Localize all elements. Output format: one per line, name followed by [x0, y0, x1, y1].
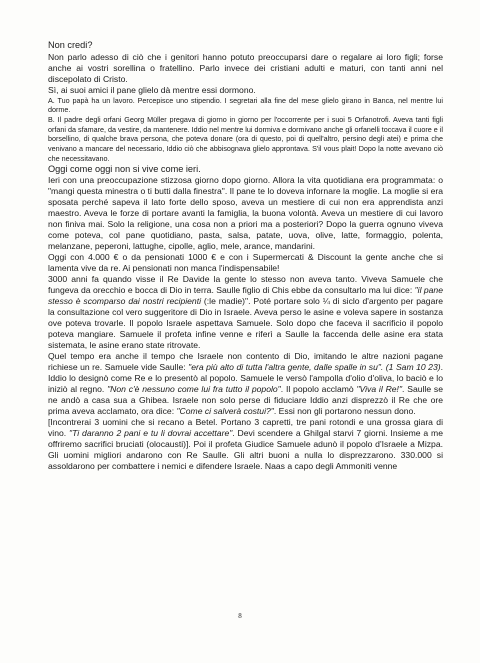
text-run: A. Tuo papà ha un lavoro. Percepisce uno stipendio. I segretari alla fine del mese glielo girano in Banca, nel mentre lui dorme.	[48, 95, 443, 115]
quote-text: "il pane stesso è scomparso dai nostri recipienti	[48, 285, 443, 307]
text-run: B. Il padre degli orfani Georg Müller pregava di giorno in giorno per l'occorrente per i suoi 5 Orfanotrofi. Aveva tanti figli orfani da sfamare, da vestire, da mantenere. Iddio nel mentre lui dormiva e dormivano anche gli orfanelli toccava il cuore e il borsellino, di qualche brava persona, che poteva donare (ora di questo, poi di quell'altro, persino degli atei) e prima che venivano a mancare del necessario, Iddio ciò che abbisognava glielo approntava. S'il vous plait! Dopo la notte avevano ciò che necessitavano.	[48, 115, 443, 163]
text-run: . Saulle se ne andò a casa sua a Ghibea. Israele non solo perse di fiduciare Iddio anzi disprezzò il Re che ore prima aveva acclamato, ora dice:	[48, 384, 443, 417]
quote-text: "Ti daranno 2 pani e tu li dovrai accettare"	[69, 428, 233, 439]
text-run: . Il popolo acclamò	[280, 384, 357, 395]
text-run: Ieri con una preoccupazione stizzosa giorno dopo giorno. Allora la vita quotidiana era programmata: o "mangi questa minestra o ti butti dalla finestra". Il pane te lo doveva infornare la moglie. La moglie si era sposata perché sapeva il lato forte dello sposo, aveva un mestiere di cui non era apprendista anzi maestro. Aveva le forze di portare avanti la famiglia, la buona volontà. Aveva un mestiere di cui lavoro non finiva mai. Solo la religione, una cosa non a priori ma a posteriori? Dopo la guerra ognuno viveva come poteva, col pane quotidiano, pasta, salsa, patate, uova, olive, latte, formaggio, polenta, melanzane, peperoni, lattughe, cipolle, aglio, mele, arance, mandarini.	[48, 175, 443, 252]
note-a	[48, 96, 443, 115]
paragraph-2	[48, 85, 443, 96]
paragraph-1	[48, 52, 443, 85]
paragraph-8	[48, 274, 443, 351]
text-run: (:le madie)". Poté portare solo ¼ di siclo d'argento per pagare la consultazione col vero suggeritore di Dio in Israele. Aveva perso le asine e voleva sapere in sostanza ove poteva trovarle. Il popolo Israele aspettava Samuele. Solo dopo che faceva il sacrificio il popolo poteva mangiare. Samuele il profeta infine venne e riferì a Saulle la faccenda delle asine era stata sistemata, le asine erano state ritrovate.	[48, 296, 443, 351]
paragraph-7	[48, 252, 443, 274]
text-run: Oggi con 4.000 € o da pensionati 1000 € e con i Supermercati & Discount la gente anche che si lamenta vive da re. Ai pensionati non manca l'indispensabile!	[48, 252, 443, 274]
text-run: Quel tempo era anche il tempo che Israele non contento di Dio, imitando le altre nazioni pagane richiese un re. Samuele vide Saulle:	[48, 351, 443, 373]
note-b	[48, 115, 443, 164]
text-run: . Essi non gli portarono nessun dono.	[273, 406, 416, 417]
text-run: Non credi?	[48, 40, 93, 50]
paragraph-6	[48, 175, 443, 252]
quote-text: "Non c'è nessuno come lui fra tutto il popolo"	[107, 384, 281, 395]
quote-text: "Come ci salverà costui?"	[176, 406, 274, 417]
text-run: Sì, ai suoi amici il pane glielo dà mentre essi dormono.	[48, 84, 256, 95]
text-run: 3000 anni fa quando visse il Re Davide la gente lo stesso non aveva tanto. Viveva Samuele che fungeva da orecchio e bocca di Dio in terra. Saulle figlio di Chis ebbe da consultarlo ma lui dice:	[48, 274, 443, 296]
section-heading	[48, 164, 443, 176]
paragraph-10	[48, 417, 443, 472]
text-run: [Incontrerai 3 uomini che si recano a Betel. Portano 3 capretti, tre pani rotondi e una grossa giara di vino.	[48, 417, 443, 439]
text-run: Non parlo adesso di ciò che i genitori hanno potuto preoccuparsi dare o regalare ai loro figli; forse anche ai vostri sorellina o fratellino. Parlo invece dei cristiani adulti e maturi, con tanti anni nel discepolato di Cristo.	[48, 51, 443, 84]
text-run: . Iddio lo designò come Re e lo presentò al popolo. Samuele le versò l'ampolla d'olio d'oliva, lo baciò e lo iniziò al regno.	[48, 362, 443, 395]
text-run: Oggi come oggi non si vive come ieri.	[48, 163, 201, 174]
document-page	[48, 40, 443, 472]
paragraph-0	[48, 40, 443, 52]
quote-text: "era più alto di tutta l'altra gente, dalle spalle in su". (1 Sam 10 23)	[188, 362, 441, 373]
text-run: . Devi scendere a Ghilgal starvi 7 giorni. Insieme a me offriremo sacrifici bruciati (olocausti)]. Poi il profeta Giudice Samuele adunò il popolo d'Israele a Mizpa. Gli uomini migliori andarono con Re Saulle. Gli altri buoni a nulla lo disprezzarono. 330.000 si assoldarono per combattere i nemici e difendere Israele. Naas a capo degli Ammoniti venne	[48, 428, 443, 472]
page-number: 8	[238, 612, 242, 620]
paragraph-9	[48, 351, 443, 417]
quote-text: "Viva il Re!"	[356, 384, 402, 395]
